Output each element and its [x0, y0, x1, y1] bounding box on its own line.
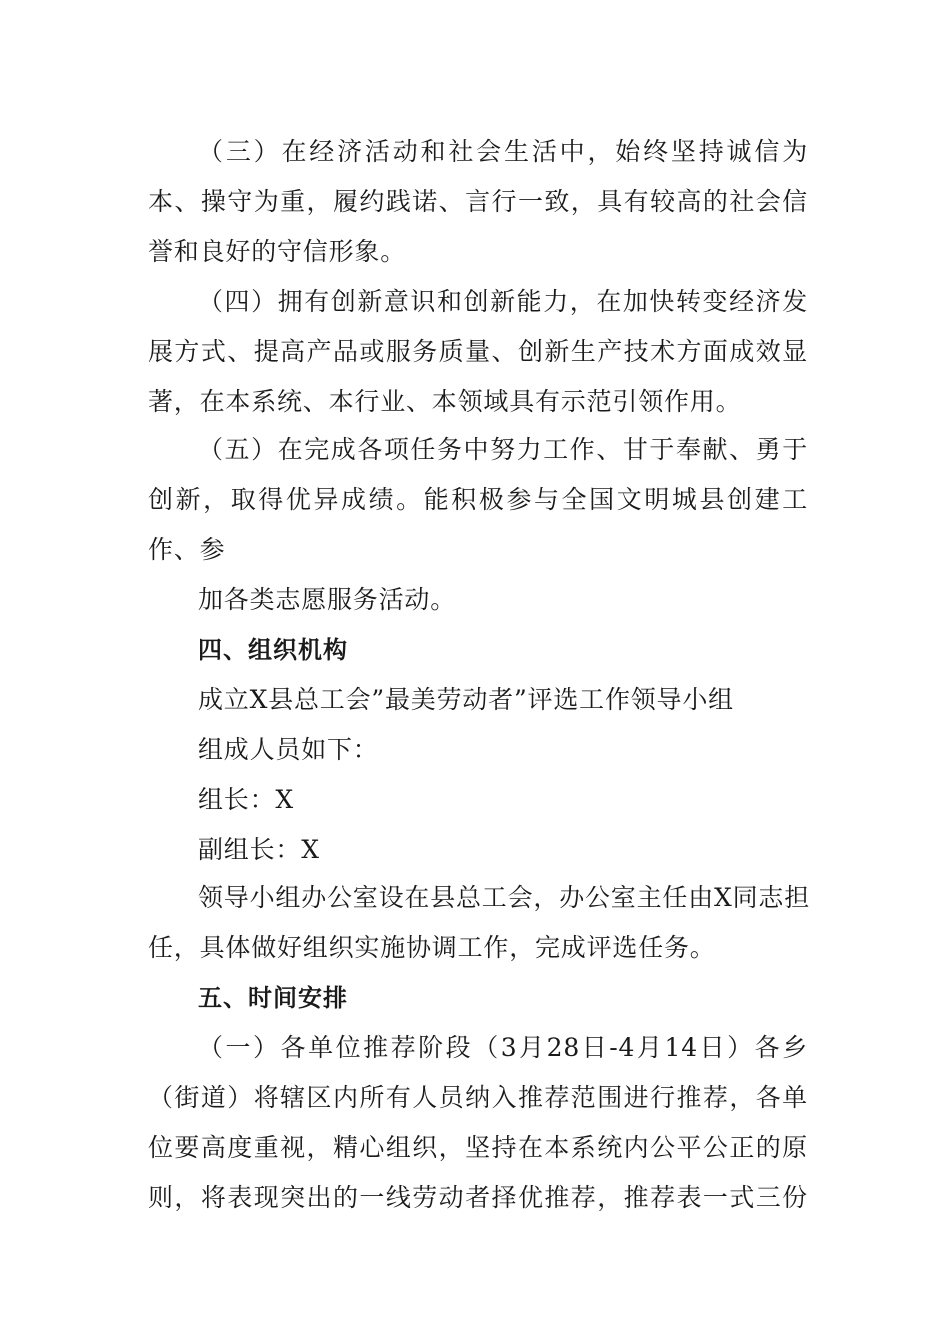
- org-intro: 成立X县总工会”最美劳动者”评选工作领导小组: [198, 685, 734, 714]
- item3-line-1: （三）在经济活动和社会生活中，始终坚持诚信为: [198, 137, 808, 166]
- item5-line-2: 创新，取得优异成绩。能积极参与全国文明城县创建工: [148, 485, 808, 514]
- org-deputy: 副组长：X: [198, 835, 320, 864]
- org-members-intro: 组成人员如下：: [198, 735, 379, 764]
- org-office-line-1: 领导小组办公室设在县总工会，办公室主任由X同志担: [198, 883, 810, 912]
- schedule-heading: 五、时间安排: [198, 984, 348, 1012]
- schedule-stage1-line-2: （街道）将辖区内所有人员纳入推荐范围进行推荐，各单: [148, 1083, 808, 1112]
- item4-line-3: 著，在本系统、本行业、本领域具有示范引领作用。: [148, 387, 742, 416]
- schedule-stage1-line-1: （一）各单位推荐阶段（3月28日-4月14日）各乡: [198, 1033, 808, 1062]
- item5-line-4: 加各类志愿服务活动。: [198, 585, 457, 614]
- org-leader: 组长：X: [198, 785, 294, 814]
- item4-line-1: （四）拥有创新意识和创新能力，在加快转变经济发: [198, 287, 808, 316]
- item3-line-2: 本、操守为重，履约践诺、言行一致，具有较高的社会信: [148, 187, 808, 216]
- item4-line-2: 展方式、提高产品或服务质量、创新生产技术方面成效显: [148, 337, 808, 366]
- org-heading: 四、组织机构: [198, 636, 348, 664]
- schedule-stage1-line-3: 位要高度重视，精心组织，坚持在本系统内公平公正的原: [148, 1133, 808, 1162]
- org-office-line-2: 任，具体做好组织实施协调工作，完成评选任务。: [148, 933, 716, 962]
- item5-line-3: 作、参: [148, 535, 226, 564]
- item3-line-3: 誉和良好的守信形象。: [148, 237, 407, 266]
- item5-line-1: （五）在完成各项任务中努力工作、甘于奉献、勇于: [198, 435, 808, 464]
- schedule-stage1-line-4: 则，将表现突出的一线劳动者择优推荐，推荐表一式三份: [148, 1183, 808, 1212]
